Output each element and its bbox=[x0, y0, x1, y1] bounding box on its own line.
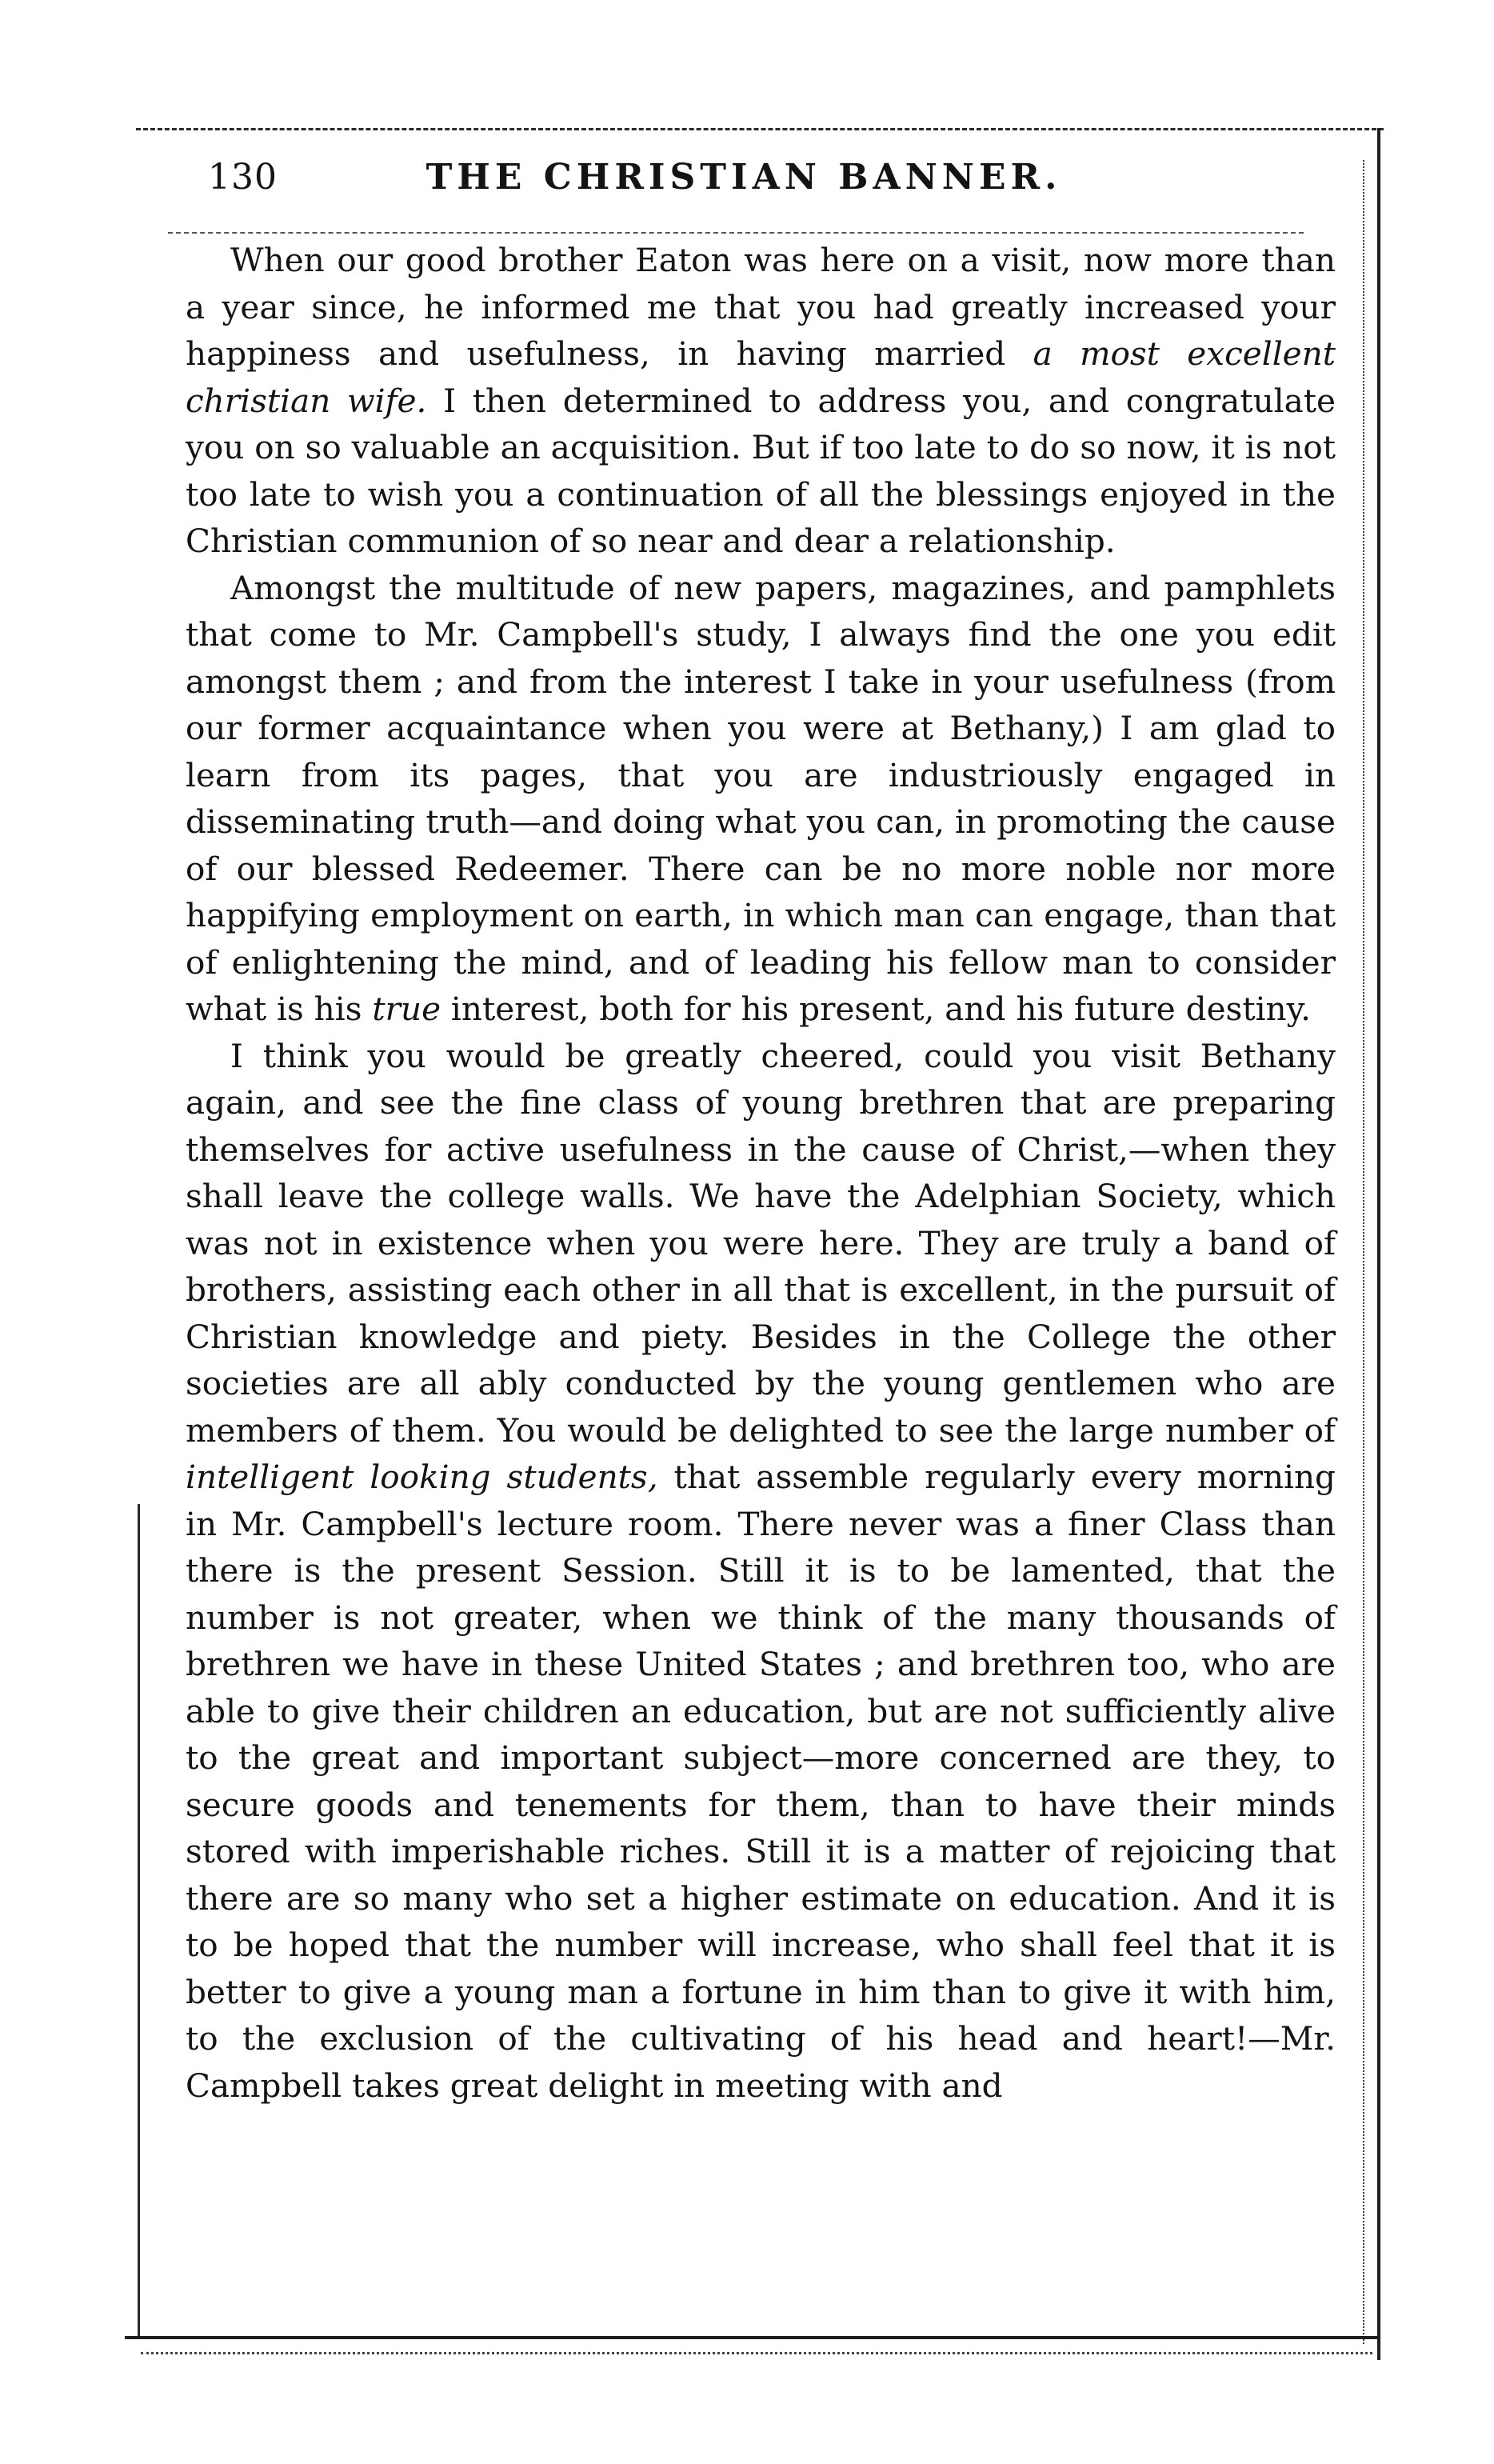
page-number: 130 bbox=[208, 157, 278, 198]
paragraph-3-text-start: I think you would be greatly cheered, could you visit Bethany again, and see the fine class of young brethren that are preparing themselves for active usefulness in the cause of Christ,—when they shall leave the college walls. We have the Adelphian Society, which was not in existence when you were here. They are truly a band of brothers, assisting each other in all that is excellent, in the pursuit of Christian knowledge and piety. Besides in the College the other societies are all ably conducted by the young gentlemen who are members of them. You would be delighted to see the large number of bbox=[186, 1036, 1336, 1450]
paragraph-2 bbox=[186, 565, 1336, 1033]
paragraph-2-text-end: interest, both for his present, and his future destiny. bbox=[441, 990, 1312, 1028]
paragraph-1-text-start: When our good brother Eaton was here on a visit, now more than a year since, he informed me that you had greatly increased your happiness and usefulness, in having married bbox=[186, 241, 1336, 373]
paragraph-3-text-end: that assemble regularly every morning in Mr. Campbell's lecture room. There never was a finer Class than there is the present Session. Still it is to be lamented, that the number is not greater, when we think of the many thousands of brethren we have in these United States ; and brethren too, who are able to give their children an education, but are not sufficiently alive to the great and important subject—more concerned are they, to secure goods and tenements for them, than to have their minds stored with imperishable riches. Still it is a matter of rejoicing that there are so many who set a higher estimate on education. And it is to be hoped that the number will increase, who shall feel that it is better to give a young man a fortune in him than to give it with him, to the exclusion of the cultivating of his head and heart!—Mr. Campbell takes great delight in meeting with and bbox=[186, 1458, 1336, 2105]
paragraph-2-text-start: Amongst the multitude of new papers, magazines, and pamphlets that come to Mr. Campbell's study, I always find the one you edit amongst them ; and from the interest I take in your usefulness (from our former acquaintance when you were at Bethany,) I am glad to learn from its pages, that you are industriously engaged in disseminating truth—and doing what you can, in promoting the cause of our blessed Redeemer. There can be no more noble nor more happifying employment on earth, in which man can engage, than that of enlightening the mind, and of leading his fellow man to consider what is his bbox=[186, 568, 1336, 1028]
paragraph-3 bbox=[186, 1033, 1336, 2110]
paragraph-1-italic-phrase: a most excellent christian wife. bbox=[186, 334, 1336, 420]
page-frame-left-rule bbox=[138, 1504, 140, 2336]
page-frame-right-rule bbox=[1377, 128, 1380, 2360]
article-body bbox=[186, 237, 1336, 2109]
paragraph-1 bbox=[186, 237, 1336, 565]
running-title: THE CHRISTIAN BANNER. bbox=[425, 157, 1062, 198]
page-header bbox=[160, 157, 1328, 221]
paragraph-2-italic-word: true bbox=[372, 990, 441, 1028]
header-divider bbox=[168, 232, 1304, 234]
page-frame-bottom-rule bbox=[125, 2336, 1377, 2339]
paragraph-1-text-end: I then determined to address you, and congratulate you on so valuable an acquisition. But if too late to do so now, it is not too late to wish you a continuation of all the blessings enjoyed in the Christian communion of so near and dear a relationship. bbox=[186, 381, 1336, 560]
paragraph-3-italic-phrase: intelligent looking students, bbox=[186, 1458, 658, 1496]
page-frame-top-rule bbox=[136, 128, 1384, 130]
page-frame-inner-bottom-rule bbox=[141, 2352, 1372, 2354]
page-frame-inner-right-rule bbox=[1363, 160, 1364, 2344]
